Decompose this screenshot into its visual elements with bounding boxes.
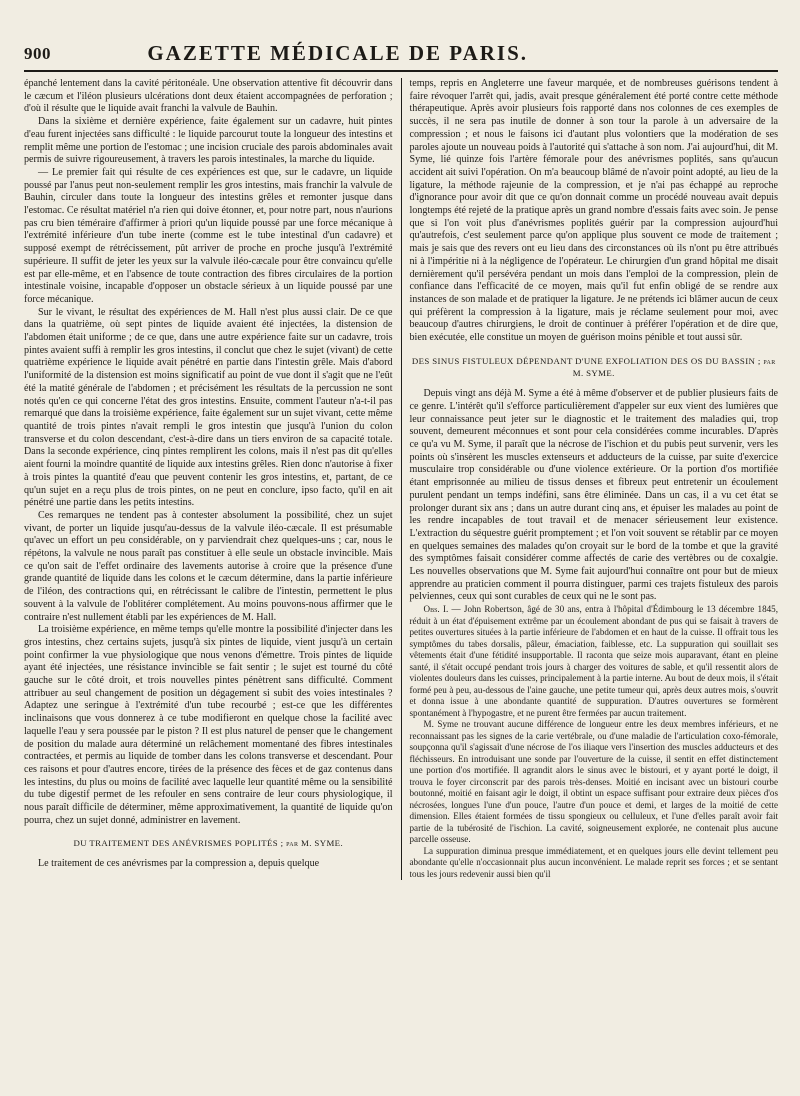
paragraph: épanché lentement dans la cavité péritonéale. Une observation attentive fit découvrir dans le cæcum et l'iléon plusieurs ulcérations dont deux étaient accompagnées de perforation ; d'où il résulte que le liquide avait franchi la valvule de Bauhin. bbox=[24, 78, 393, 115]
column-divider bbox=[401, 78, 402, 880]
observation-paragraph bbox=[410, 604, 779, 719]
observation-text: — John Robertson, âgé de 30 ans, entra à l'hôpital d'Édimbourg le 13 décembre 1845, réduit à un état d'épuisement extrême par un écoulement abondant de pus qui se faisait à travers de petites ouvertures situées à la partie inférieure de l'abdomen et en haut de la cuisse. Il offrait tous les symptômes du tabes dorsalis, pâleur, émaciation, faiblesse, etc. La suppuration qui souillait ses vêtements était d'une fétidité insupportable. Il raconta que seize mois auparavant, étant en pleine santé, il s'était occupé pendant trois jours à charger des voitures de sable, et qu'il ressentit alors de violentes douleurs dans les cuisses, principalement à la partie interne. Au bout de deux mois, il s'était formé peu à peu, au-dessous de l'aine gauche, une petite tumeur qui, après deux autres mois, s'ouvrit et donna issue à une abondante quantité de suppuration. D'autres ouvertures se formèrent spontanément à l'hypogastre, et ne purent être fermées par aucun traitement. bbox=[409, 604, 779, 718]
section-heading: DES SINUS FISTULEUX DÉPENDANT D'UNE EXFOLIATION DES OS DU BASSIN ; par M. SYME. bbox=[411, 355, 776, 379]
paragraph: La troisième expérience, en même temps qu'elle montre la possibilité d'injecter dans les gros intestins, chez certains sujets, jusqu'à six pintes de liquide, vient jusqu'à un certain point confirmer la vue physiologique que nous venons d'émettre. Trois pintes de liquide ayant été injectées, une résistance invincible se fait sentir ; le sujet est tourné du côté gauche sur le côté droit, et trois nouvelles pintes pénètrent sans difficulté. Comment attribuer au seul changement de position un dégagement si subit des voies intestinales ? Adaptez une seringue à l'extrémité d'un tube recourbé ; est-ce que les différentes inclinaisons que vous donnerez à ce tube modifieront en quelque chose la facilité avec laquelle l'eau y sera poussée par le piston ? Il est plus naturel de penser que le changement de position du malade aura déterminé un relâchement momentané des fibres intestinales contractées, et permis au liquide de tomber dans les colons transverse et descendant. Pour ces raisons et pour d'autres encore, tirées de la présence des fèces et de gaz contenus dans les intestins, du plus ou moins de facilité avec laquelle leur quantité même ou la sensibilité du tube digestif permet de les refouler en sens contraire de leur cours physiologique, il nous paraît difficile de déterminer, même approximativement, la quantité de liquide qu'on pourra, chez un sujet donné, administrer en lavement. bbox=[24, 624, 393, 826]
paragraph: La suppuration diminua presque immédiatement, et en quelques jours elle devint tellement peu abondante qu'elle n'occasionnait plus aucun inconvénient. Le malade reprit ses forces ; et se sentant tous les jours redevenir aussi bien qu'il bbox=[409, 845, 779, 879]
header-rule bbox=[24, 70, 778, 72]
observation-label: Obs. I. bbox=[423, 604, 449, 615]
paragraph: Dans la sixième et dernière expérience, faite également sur un cadavre, huit pintes d'eau furent injectées sans difficulté : le liquide parcourut toute la longueur des intestins et remplit même une portion de l'estomac ; une incision cruciale des parois abdominales avait permis de suivre rigoureusement, à travers les parois intestinales, la marche du liquide. bbox=[24, 116, 393, 166]
paragraph: Ces remarques ne tendent pas à contester absolument la possibilité, chez un sujet vivant, de porter un liquide jusqu'au-dessus de la valvule iléo-cæcale. Il est présumable qu'avec un effort un peu considérable, on y parviendrait chez quelques-uns ; car, nous le répétons, la valvule ne nous paraît pas constituer à elle seule un obstacle invincible. Mais ce qu'on sait de l'effet ordinaire des lavements autorise à croire que la présence d'une grande quantité de liquide dans les colons et le cæcum détermine, dans la partie inférieure de l'iléon, des contractions qui, en rétrécissant le calibre de l'intestin, permettent le plus souvent à la valvule de l'oblitérer complétement. Au moins pouvons-nous affirmer que le contraire n'est nullement établi par les expériences de M. Hall. bbox=[24, 509, 393, 623]
paragraph: Sur le vivant, le résultat des expériences de M. Hall n'est plus aussi clair. De ce que dans la quatrième, où sept pintes de liquide avaient été injectées, la distension de l'abdomen était uniforme ; de ce que, dans une autre expérience faite sur un cadavre, trois pintes avaient suffi à remplir les gros intestins, il conclut que chez le sujet (vivant) de cette quatrième expérience le liquide avait pénétré en partie dans l'intestin grêle. Mais d'abord l'uniformité de la distension est moins significatif au point de vue dont il s'agit que ne l'eût été la matité générale de l'abdomen ; et précisément les résultats de la percussion ne sont notés qu'en ce qui concerne l'état des gros intestins. Ensuite, comment l'auteur n'a-t-il pas remarqué que dans la troisième expérience, faite également sur un sujet vivant, cette même quantité de trois pintes n'avait rempli le gros intestin que jusqu'à l'union du colon transverse et du colon descendant, c'est-à-dire dans un tiers environ de sa capacité totale. Dans la seconde expérience, cinq pintes remplirent les colons, mais il n'est pas dit qu'elles aient fourni la moindre quantité de liquide aux intestins grêles. Rien donc n'autorise à fixer à trois pintes la quantité d'eau que peuvent contenir les gros intestins, et, partant, de ce qu'un sujet en a reçu plus de trois pintes, on ne peut en conclure, ipso facto, qu'il en ait pénétré une partie dans les petits intestins. bbox=[24, 306, 393, 509]
page-number: 900 bbox=[24, 44, 51, 63]
left-column bbox=[24, 78, 401, 880]
paragraph: temps, repris en Angleterre une faveur marquée, et de nombreuses guérisons tendent à faire révoquer l'arrêt qui, jadis, avait presque généralement été porté contre cette méthode thérapeutique. Après avoir plusieurs fois rapporté dans nos colonnes de ces exemples de succès, il ne sera pas inutile de donner à son tour la parole à un adversaire de la compression ; et nous le faisons ici d'autant plus volontiers que la modération de ses paroles ajoute un nouveau poids à l'autorité qui s'attache à son nom. J'ai aujourd'hui, dit M. Syme, lié quinze fois l'artère fémorale pour des anévrismes poplités, sans qu'aucun accident ait suivi l'opération. On m'a beaucoup blâmé de n'avoir point adopté, au lieu de la ligature, la méthode rajeunie de la compression, et je n'ai pas échappé au reproche d'ignorance pour avoir dit que ce qu'on donnait comme un procédé nouveau avait depuis longtemps été rejeté de la pratique après un grand nombre d'essais faits avec soin. Je pense que si l'on voit plus d'anévrismes poplités guérir par la compression aujourd'hui qu'autrefois, c'est seulement parce qu'on applique plus souvent ce mode de traitement ; mais je sais que des revers ont eu lieu dans des circonstances où ils n'ont pu être attribués ni à l'impéritie ni à la négligence de l'opérateur. Le chirurgien d'un grand hôpital me disait dernièrement qu'il persévéra pendant un mois dans l'emploi de la compression, plein de confiance dans l'efficacité de ce moyen, mais qu'il fut enfin obligé de se rendre aux instances de son malade et de pratiquer la ligature. Je ne prétends ici blâmer aucun de ceux qui préfèrent la compression à la ligature, mais je réclame seulement pour moi, avec beaucoup d'autres chirurgiens, le droit de continuer à préférer l'opération et de dire que, bien exécutée, elle constitue un moyen de guérison moins pénible et tout aussi sûr. bbox=[409, 78, 779, 344]
right-column bbox=[410, 78, 779, 880]
running-title: GAZETTE MÉDICALE DE PARIS. bbox=[147, 41, 528, 65]
paragraph: — Le premier fait qui résulte de ces expériences est que, sur le cadavre, un liquide poussé par l'anus peut non-seulement remplir les gros intestins, mais franchir la valvule de Bauhin, circuler dans toute la longueur des intestins grêles et remonter jusque dans l'estomac. Ce résultat matériel n'a rien qui doive étonner, et, pour notre part, nous n'aurions pas cru bien téméraire d'affirmer à priori qu'un liquide poussé par une force mécanique à l'extrémité inférieure d'un tube inerte (comme est le tube intestinal d'un cadavre) et supposé exempt de rétrécissement, pût arriver de proche en proche jusqu'à l'extrémité supérieure. Il suffit de jeter les yeux sur la valvule iléo-cæcale pour être convaincu qu'elle est par elle-même, et en l'absence de toute contraction des fibres circulaires de la portion intestinale voisine, incapable d'opposer un obstacle sérieux à un liquide poussé par une force mécanique. bbox=[24, 166, 393, 305]
paragraph: Le traitement de ces anévrismes par la compression a, depuis quelque bbox=[38, 858, 320, 870]
text-columns bbox=[24, 78, 778, 880]
section-heading: DU TRAITEMENT DES ANÉVRISMES POPLITÉS ; par M. SYME. bbox=[73, 838, 344, 849]
page-header bbox=[24, 0, 778, 70]
paragraph: M. Syme ne trouvant aucune différence de longueur entre les deux membres inférieurs, et ne reconnaissant pas les signes de la carie vertébrale, ou d'une maladie de l'articulation coxo-fémorale, soupçonna qu'il s'agissait d'une nécrose de l'os iliaque vers l'insertion des muscles adducteurs et des fléchisseurs. En introduisant une sonde par l'ouverture de la cuisse, il sentit en effet distinctement une portion d'os mortifiée. Il agrandit alors le sinus avec le bistouri, et y ayant porté le doigt, il trouva le foyer circonscrit par des parois très-denses. Moitié en incisant avec un bistouri courbe boutonné, moitié en faisant agir le doigt, il obtint un espace suffisant pour extraire deux pièces d'os nécrosées, longues l'une d'un pouce, l'autre d'un pouce et demi, et larges de la moitié de cette dimension. Elles étaient formées de tissu spongieux ou celluleux, et l'une d'elles paraît avoir fait partie de la tubérosité de l'ischion. La cavité, soigneusement explorée, ne contenait plus aucune parcelle osseuse. bbox=[409, 719, 779, 845]
paragraph: Depuis vingt ans déjà M. Syme a été à même d'observer et de publier plusieurs faits de ce genre. L'intérêt qu'il s'efforce particulièrement d'appeler sur eux vient des lumières que leur connaissance peut jeter sur le diagnostic et le traitement des maladies qui, trop souvent, demeurent méconnues et sont pour cela considérées comme incurables. D'après ce qu'a vu M. Syme, il paraît que la nécrose de l'ischion et du pubis peut survenir, vers les points où s'insèrent les muscles extenseurs et adducteurs de la cuisse, par suite d'exercice musculaire trop considérable ou d'une violence extérieure. Or la portion d'os mortifiée étant emprisonnée au milieu de tissus denses et fibreux peut entretenir un écoulement purulent pendant un temps indéfini, sans être éliminée. Dans un cas, il a vu cet état se prolonger durant six ans ; dans un autre durant cinq ans, et épuiser les malades au point de les rendre incapables de tout travail et de menacer sérieusement leur existence. L'extraction du séquestre guérit promptement ; et l'on voit souvent se rétablir par ce moyen en quelques semaines des malades qu'on croyait sur le bord de la tombe et que la gravité des symptômes faisait considérer comme affectés de carie des vertèbres ou de coxalgie. Les nouvelles observations que M. Syme fait aujourd'hui connaître ont pour but de mieux apprendre au praticien comment il pourra distinguer, parmi ces trajets fistuleux des parois pelviennes, ceux qui sont curables de ceux qui ne le sont pas. bbox=[409, 388, 779, 603]
